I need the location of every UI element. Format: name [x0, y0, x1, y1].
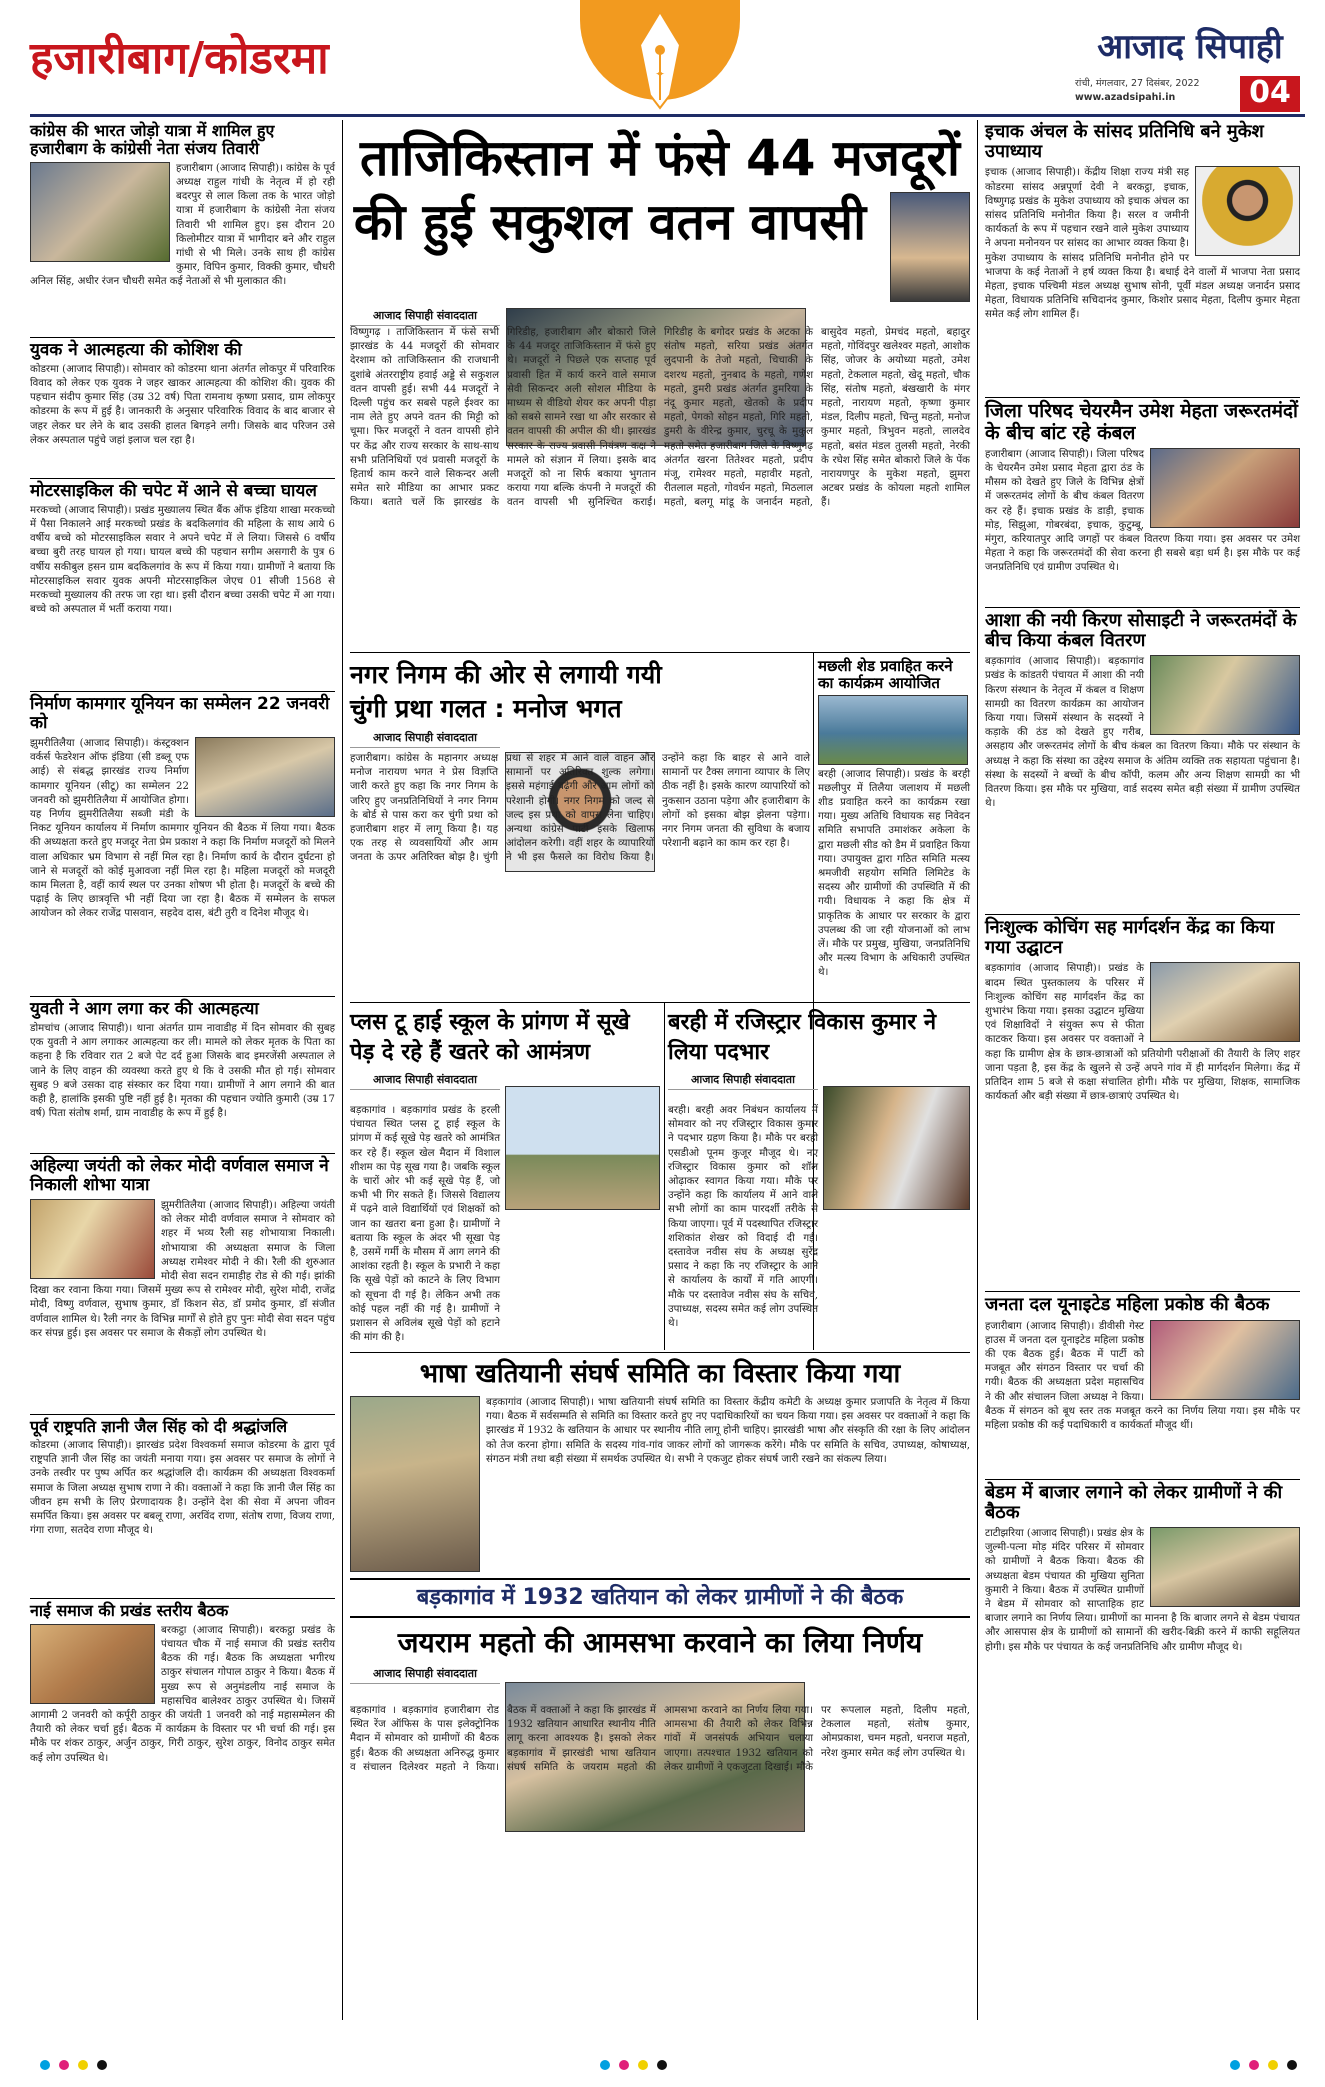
story-body: झुमरीतिलैया (आजाद सिपाही)। अहिल्या जयंती को लेकर मोदी वर्णवाल समाज ने सोमवार को शहर में भव्य रैली सह शोभायात्रा निकाली। शोभायात्रा की अध्यक्षता समाज के जिला अध्यक्ष रामेश्वर मोदी ने की। रैली की शुरुआत मोदी सेवा सदन रामाड़ीह रोड से की गई। झांकी दिखा कर रवाना किया गया। जिसमें मुख्य रूप से रामेश्वर मोदी, सुरेश मोदी, राजेंद्र मोदी, विष्णु वर्णवाल, सुभाष कुमार, डॉ किशन सेठ, डॉ प्रमोद कुमार, डॉ संजीत वर्णवाल शामिल थे। रैली नगर के विभिन्न मार्गों से होते हुए पुनः मोदी सेवा सदन पहुंच कर संपन्न हुई। इस अवसर पर समाज के सैकड़ों लोग उपस्थित थे। — [30, 1200, 335, 1339]
jairam-byline: आजाद सिपाही संवाददाता — [350, 1666, 500, 1684]
registration-dot — [638, 2060, 648, 2070]
meeting-strip — [350, 1578, 970, 1618]
story-body: हजारीबाग (आजाद सिपाही)। डीवीसी गेस्ट हाउस में जनता दल यूनाइटेड महिला प्रकोष्ठ की एक बैठक हुई। बैठक में पार्टी को मजबूत और संगठन विस्तार पर चर्चा की गयी। बैठक की अध्यक्षता प्रदेश महासचिव ने की और संचालन जिला अध्यक्ष ने किया। बैठक में संगठन को बूथ स्तर तक मजबूत करने का निर्णय लिया गया। इस मौके पर महिला प्रकोष्ठ की कई पदाधिकारी व कार्यकर्ता मौजूद थीं। — [985, 1320, 1300, 1432]
story-headline: आशा की नयी किरण सोसाइटी ने जरूरतमंदों के बीच किया कंबल वितरण — [985, 609, 1297, 651]
website: www.azadsipahi.in — [1075, 92, 1176, 103]
registration-dot — [97, 2060, 107, 2070]
registrar-photo — [823, 1086, 970, 1210]
story-body: कोडरमा (आजाद सिपाही)। झारखंड प्रदेश विश्वकर्मा समाज कोडरमा के द्वारा पूर्व राष्ट्रपति ज्ञानी जैल सिंह का जयंती मनाया गया। इस अवसर पर समाज के लोगों ने उनके तस्वीर पर पुष्प अर्पित कर श्रद्धांजलि दी। कार्यक्रम की अध्यक्षता विश्वकर्मा समाज के जिला अध्यक्ष सुभाष राणा ने की। वक्ताओं ने कहा कि ज्ञानी जैल सिंह का जीवन हम सभी के लिए प्रेरणादायक है। उन्होंने देश की सेवा में अपना जीवन समर्पित किया। इस अवसर पर बबलू राणा, अरविंद राणा, संतोष राणा, विजय राणा, गंगा राणा, सतदेव राणा मौजूद थे। — [30, 1439, 335, 1537]
right-column — [985, 122, 1300, 2022]
registration-dot — [1287, 2060, 1297, 2070]
coaching-center-photo — [1150, 962, 1300, 1042]
story-divider — [350, 652, 970, 653]
registration-dots-center — [600, 2060, 667, 2070]
section-title: हजारीबाग/कोडरमा — [30, 33, 329, 84]
story-headline: जयराम महतो की आमसभा करवाने का लिया निर्णय — [397, 1626, 923, 1659]
left-column — [30, 122, 335, 2022]
story-body: बड़कागांव । बड़कागांव प्रखंड के हरली पंचायत स्थित प्लस टू हाई स्कूल के प्रांगण में कई सूखे पेड़ खतरे को आमंत्रित कर रहे हैं। स्कूल खेल मैदान में विशाल शीशम का पेड़ सूख गया है। जबकि स्कूल के चारों ओर भी कई सूखे पेड़ हैं, जो कभी भी गिर सकते हैं। जिससे विद्यालय में पढ़ने वाले विद्यार्थियों एवं शिक्षकों को जान का खतरा बना हुआ है। ग्रामीणों ने बताया कि स्कूल के अंदर भी सूखा पेड़ है, उसमें गर्मी के मौसम में आग लगने की आशंका रहती है। स्कूल के प्रभारी ने कहा कि सूखे पेड़ों को काटने के लिए विभाग को सूचना दी गई है। लेकिन अभी तक कोई पहल नहीं की गई है। ग्रामीणों ने प्रशासन से अविलंब सूखे पेड़ों को हटाने की मांग की है। — [350, 1105, 500, 1344]
story-headline: प्लस टू हाई स्कूल के प्रांगण में सूखे पेड़ दे रहे हैं खतरे को आमंत्रण — [350, 1010, 630, 1065]
mukesh-upadhyay-photo — [1195, 166, 1300, 256]
rahul-gandhi-photo — [30, 162, 170, 262]
story-headline: बेडम में बाजार लगाने को लेकर ग्रामीणों ने की बैठक — [985, 1481, 1283, 1523]
barhi-registrar-story — [668, 1008, 970, 1348]
story-headline: भाषा खतियानी संघर्ष समिति का विस्तार किया गया — [419, 1359, 901, 1389]
column-rule — [664, 1002, 665, 1350]
story-body: मरकच्चो (आजाद सिपाही)। प्रखंड मुख्यालय स्थित बैंक ऑफ इंडिया शाखा मरकच्चो में पैसा निकालने आई मरकच्चो प्रखंड के बदकिलगांव की महिला के साथ आये 6 वर्षीय बच्चे को मोटरसाइकिल सवार ने अपने चपेट में ले लिया। जिससे 6 वर्षीय बच्चा बुरी तरह घायल हो गया। घायल बच्चे की पहचान सगीम असगारी के पुत्र 6 वर्षीय सकीबुल हसन ग्राम बदकिलगांव के रूप में किया गया। ग्रामीणों ने बताया कि मोटरसाइकिल सवार युवक अपनी मोटरसाइकिल जेएच 01 सीजी 1568 से मरकच्चो मुख्यालय की तरफ जा रहा था। इसी दौरान बच्चा उसकी चपेट में आ गया। बच्चे को अस्पताल में भर्ती कराया गया। — [30, 504, 335, 616]
dam-photo — [818, 695, 968, 765]
story-headline: जिला परिषद चेयरमैन उमेश मेहता जरूरतमंदों के बीच बांट रहे कंबल — [985, 400, 1298, 444]
story-body-cont — [505, 1214, 660, 1344]
story-body: बरही। बरही अवर निबंधन कार्यालय में सोमवार को नए रजिस्ट्रार विकास कुमार ने पदभार ग्रहण किया है। मौके पर बरही एसडीओ पूनम कुजूर मौजूद थे। नए रजिस्ट्रार विकास कुमार को शॉल ओढ़ाकर स्वागत किया गया। मौके पर उन्होंने कहा कि कार्यालय में आने वाले सभी लोगों का काम पारदर्शी तरीके से किया जाएगा। पूर्व में पदस्थापित रजिस्ट्रार शशिकांत शेखर को विदाई दी गई। दस्तावेज नवीस संघ के अध्यक्ष सुरेंद्र प्रसाद ने कहा कि नए रजिस्ट्रार के आने से कार्यालय के कार्यों में गति आएगी। मौके पर दस्तावेज नवीस संघ के सचिव, उपाध्यक्ष, सदस्य समेत कई लोग उपस्थित थे। — [668, 1105, 818, 1330]
registration-dot — [1268, 2060, 1278, 2070]
story-body: बड़कागांव । बड़कागांव हजारीबाग रोड स्थित रेंज ऑफिस के पास इलेक्ट्रोनिक मैदान में सोमवार को ग्रामीणों की बैठक हुई। बैठक की अध्यक्षता अनिरुद्ध कुमार व संचालन दिलेश्वर महतो ने किया। बैठक में वक्ताओं ने कहा कि झारखंड में 1932 खतियान आधारित स्थानीय नीति लागू करना आवश्यक है। इसको लेकर बड़कागांव में झारखंडी भाषा खतियान संघर्ष समिति के जयराम महतो की आमसभा करवाने का निर्णय लिया गया। आमसभा की तैयारी को लेकर विभिन्न गांवों में जनसंपर्क अभियान चलाया जाएगा। तत्पश्चात 1932 खतियान को लेकर ग्रामीणों ने एकजुटता दिखाई। मौके पर रूपलाल महतो, दिलीप महतो, टेकलाल महतो, संतोष कुमार, ओमप्रकाश, चमन महतो, धनराज महतो, नरेश कुमार समेत कई लोग उपस्थित थे। — [350, 1705, 970, 1773]
lead-headline-2: की हुई सकुशल वतन वापसी — [353, 193, 867, 251]
story-headline: जनता दल यूनाइटेड महिला प्रकोष्ठ की बैठक — [985, 1294, 1270, 1316]
story-divider — [985, 1479, 1300, 1480]
story-body: बरही (आजाद सिपाही)। प्रखंड के बरही मछलीपुर में तिलैया जलाशय में मछली शीड प्रवाहित करने का कार्यक्रम रखा गया। मुख्य अतिथि विधायक सह निवेदन समिति सभापति उमाशंकर अकेला के द्वारा मछली सीड को डैम में प्रवाहित किया गया। उपायुक्त द्वारा गठित समिति मत्स्य श्रमजीवी सहयोग समिति लिमिटेड के सदस्य और ग्रामीणों की उपस्थिति में की गयी। विधायक ने कहा कि क्षेत्र में प्राकृतिक के आधार पर सरकार के द्वारा उपलब्ध की जा रही योजनाओं को लाभ लें। मौके पर प्रमुख, मुखिया, जनप्रतिनिधि और मत्स्य विभाग के अधिकारी उपस्थित थे। — [818, 768, 970, 979]
committee-group-photo — [350, 1396, 480, 1572]
story-body: झुमरीतिलैया (आजाद सिपाही)। कंस्ट्रक्शन वर्कर्स फेडरेशन ऑफ इंडिया (सी डब्लू एफ आई) से संबद्ध झारखंड राज्य निर्माण कामगार यूनियन (सीटू) का सम्मेलन 22 जनवरी को झुमरीतिलैया में आयोजित होगा। यह निर्णय झुमरीतिलैया सब्जी मंडी के निकट यूनियन कार्यालय में निर्माण कामगार यूनियन की बैठक में लिया गया। बैठक की अध्यक्षता करते हुए मजदूर नेता प्रेम प्रकाश ने कहा कि निर्माण मजदूरों को मिलने वाला अधिकार भ्रम विभाग से नहीं मिल रहा है। निर्माण कार्य के दौरान दुर्घटना हो जाने से मजदूरों को कोई मुआवजा नहीं मिल रहा है। महिला मजदूरों को मजदूरी काम मिलता है, वहीं कार्य स्थल पर उनका शोषण भी होता है। मजदूरों के बच्चे की पढ़ाई के लिए छात्रवृत्ति भी नहीं दिया जा रहा है। बैठक में सम्मेलन के सफल आयोजन को लेकर राजेंद्र पासवान, सहदेव दास, बंटी तुरी व दिनेश मौजूद थे। — [30, 737, 335, 920]
society-blanket-photo — [1150, 655, 1300, 735]
story-body: बड़कागांव (आजाद सिपाही)। भाषा खतियानी संघर्ष समिति का विस्तार केंद्रीय कमेटी के अध्यक्ष कुमार प्रजापति के नेतृत्व में किया गया। बैठक में सर्वसम्मति से समिति का विस्तार करते हुए नए पदाधिकारियों का चयन किया गया। इस अवसर पर वक्ताओं ने कहा कि झारखंड में 1932 के खतियान के आधार पर स्थानीय नीति लागू होनी चाहिए। झारखंडी भाषा और संस्कृति की रक्षा के लिए आंदोलन को तेज करना होगा। समिति के सदस्य गांव-गांव जाकर लोगों को जागरूक करेंगे। मौके पर समिति के सचिव, उपाध्यक्ष, कोषाध्यक्ष, संगठन मंत्री तथा बड़ी संख्या में समर्थक उपस्थित थे। सभी ने एकजुट होकर संघर्ष जारी रखने का संकल्प लिया। — [486, 1397, 970, 1465]
story-divider — [350, 1352, 970, 1353]
story-divider — [30, 1598, 335, 1599]
fish-seed-story — [818, 658, 970, 998]
column-rule — [977, 120, 978, 2020]
story-divider — [30, 478, 335, 479]
page-number: 04 — [1240, 76, 1300, 112]
story-headline: नाई समाज की प्रखंड स्तरीय बैठक — [30, 1600, 229, 1620]
lead-story — [350, 128, 970, 648]
story-headline: पूर्व राष्ट्रपति ज्ञानी जैल सिंह को दी श्रद्धांजलि — [30, 1417, 288, 1437]
story-body: हजारीबाग (आजाद सिपाही)। कांग्रेस के पूर्व अध्यक्ष राहुल गांधी के नेतृत्व में हो रही बदरपुर से लाल किला तक के भारत जोड़ो यात्रा में हजारीबाग के कांग्रेसी नेता संजय तिवारी भी शामिल हुए। इस दौरान 20 किलोमीटर यात्रा में भागीदार बने और राहुल गांधी से भी मिले। उनके साथ ही कांग्रेस कुमार, विपिन कुमार, विक्की कुमार, चौधरी अनिल सिंह, अधीर रंजन चौधरी समेत कई नेताओं से भी मुलाकात की। — [30, 162, 335, 288]
story-body: टाटीझरिया (आजाद सिपाही)। प्रखंड क्षेत्र के जुल्मी-पत्ना मोड़ मंदिर परिसर में सोमवार को ग्रामीणों ने बैठक किया। बैठक की अध्यक्षता बेडम पंचायत की मुखिया सुनिता कुमारी ने किया। बैठक में उपस्थित ग्रामीणों ने बेडम में सोमवार को साप्ताहिक हाट बाजार लगाने का निर्णय लिया। ग्रामीणों का मानना है कि बाजार लगने से बेडम पंचायत और आसपास क्षेत्र के ग्रामीणों को सामानों की खरीद-बिक्री करने में काफी सहूलियत होगी। इस मौके पर पंचायत के कई जनप्रतिनिधि और ग्रामीण मौजूद थे। — [985, 1527, 1300, 1653]
registration-dot — [657, 2060, 667, 2070]
lead-headline-1: ताजिकिस्तान में फंसे 44 मजदूरों — [360, 129, 960, 187]
chungi-headline-1: नगर निगम की ओर से लगायी गयी — [350, 660, 662, 689]
chungi-byline: आजाद सिपाही संवाददाता — [350, 730, 500, 748]
story-body: बड़कागांव (आजाद सिपाही)। प्रखंड के बादम स्थित पुस्तकालय के परिसर में निःशुल्क कोचिंग सह मार्गदर्शन केंद्र का शुभारंभ किया गया। इसका उद्घाटन मुखिया एवं शिक्षाविदों ने संयुक्त रूप से फीता काटकर किया। इस अवसर पर वक्ताओं ने कहा कि ग्रामीण क्षेत्र के छात्र-छात्राओं को प्रतियोगी परीक्षाओं की तैयारी के लिए शहर जाना पड़ता है, इस केंद्र के खुलने से उन्हें अपने गांव में ही मार्गदर्शन मिलेगा। केंद्र में प्रतिदिन शाम 5 बजे से कक्षा संचालित होगी। मौके पर मुखिया, शिक्षक, सामाजिक कार्यकर्ता और बड़ी संख्या में छात्र-छात्राएं उपस्थित थे। — [985, 963, 1300, 1103]
story-body: हजारीबाग (आजाद सिपाही)। जिला परिषद के चेयरमैन उमेश प्रसाद मेहता द्वारा ठंड के मौसम को देखते हुए जिले के विभिन्न क्षेत्रों में जरूरतमंद लोगों के बीच कंबल वितरण कर रहे हैं। इचाक प्रखंड के डाड़ी, इचाक मोड़, सिझुआ, गोबरबंदा, इचाक, कुटुम्बू, मंगुरा, करियातपुर आदि जगहों पर कंबल वितरण किया गया। इस अवसर पर उमेश मेहता ने कहा कि जरूरतमंदों की सेवा करना ही सबसे बड़ा धर्म है। इस मौके पर कई जनप्रतिनिधि एवं ग्रामीण उपस्थित थे। — [985, 448, 1300, 574]
school-byline: आजाद सिपाही संवाददाता — [350, 1072, 500, 1090]
story-divider — [985, 397, 1300, 398]
registration-dot — [1249, 2060, 1259, 2070]
story-headline: निर्माण कामगार यूनियन का सम्मेलन 22 जनवरी को — [30, 693, 330, 733]
story-body: कोडरमा (आजाद सिपाही)। सोमवार को कोडरमा थाना अंतर्गत लोकपुर में परिवारिक विवाद को लेकर एक युवक ने जहर खाकर आत्महत्या की कोशिश की। युवक की पहचान संदीप कुमार सिंह (उम्र 32 वर्ष) पिता रामनाथ कृष्णा प्रसाद, ग्राम लोकपुर कोडरमा के रूप में हुई है। जानकारी के अनुसार परिवारिक विवाद के बाद बाजार से जहर लेकर घर लेने के बाद उसकी हालत बिगड़ने लगी। जिसके बाद परिजन उसे लेकर अस्पताल पहुंचे जहां इलाज चल रहा है। — [30, 363, 335, 446]
story-divider — [30, 691, 335, 692]
procession-photo — [30, 1199, 155, 1279]
story-divider — [30, 996, 335, 997]
registration-dots-left — [40, 2060, 107, 2070]
officials-photo — [890, 192, 970, 302]
barber-society-photo — [30, 1624, 155, 1704]
union-meeting-photo — [195, 737, 335, 817]
story-body: डोमचांच (आजाद सिपाही)। थाना अंतर्गत ग्राम नावाडीह में दिन सोमवार की सुबह एक युवती ने आग लगाकर आत्महत्या कर ली। मामले को लेकर मृतक के पिता का कहना है कि रविवार रात 2 बजे पेट दर्द हुआ जिसके बाद इमरजेंसी अस्पताल ले जाने के लिए वाहन की व्यवस्था करते हुए थे कि वे उसकी मौत हो गई। सोमवार सुबह 9 बजे उसका दाह संस्कार कर दिया गया। ग्रामीणों ने आग लगाने की बात कही है, हालांकि इसकी पुष्टि नहीं हुई है। मृतका की पहचान ज्योति कुमारी (उम्र 17 वर्ष) पिता संतोष शर्मा, ग्राम नावाडीह के रूप में हुई है। — [30, 1022, 335, 1120]
registration-dot — [600, 2060, 610, 2070]
paper-name: आजाद सिपाही — [1097, 27, 1283, 67]
pen-nib-logo — [580, 0, 740, 115]
registration-dot — [1230, 2060, 1240, 2070]
chungi-body: हजारीबाग। कांग्रेस के महानगर अध्यक्ष मनोज नारायण भगत ने प्रेस विज्ञप्ति जारी करते हुए कहा कि नगर निगम के जरिए हुए जनप्रतिनिधियों ने नगर निगम के बोर्ड से पास करा कर चुंगी प्रथा को हजारीबाग शहर में लागू किया है। यह एक तरह से व्यवसायियों और आम जनता के ऊपर अतिरिक्त बोझ है। चुंगी प्रथा से शहर में आने वाले वाहन और सामानों पर अतिरिक्त शुल्क लगेगा। इससे महंगाई बढ़ेगी और आम लोगों को परेशानी होगी। नगर निगम को जल्द से जल्द इस प्रथा को वापस लेना चाहिए। अन्यथा कांग्रेस पार्टी इसके खिलाफ आंदोलन करेगी। वहीं शहर के व्यापारियों ने भी इस फैसले का विरोध किया है। उन्होंने कहा कि बाहर से आने वाले सामानों पर टैक्स लगाना व्यापार के लिए ठीक नहीं है। इसके कारण व्यापारियों को नुकसान उठाना पड़ेगा और हजारीबाग के लोगों को इसका बोझ झेलना पड़ेगा। नगर निगम जनता की सुविधा के बजाय परेशानी बढ़ाने का काम कर रहा है। — [350, 753, 810, 864]
story-headline: युवक ने आत्महत्या की कोशिश की — [30, 339, 242, 360]
story-headline: बरही में रजिस्ट्रार विकास कुमार ने लिया पदभार — [668, 1010, 937, 1065]
dry-trees-photo — [505, 1086, 660, 1210]
market-meeting-photo — [1150, 1527, 1300, 1607]
barhi-byline: आजाद सिपाही संवाददाता — [668, 1072, 818, 1090]
story-divider — [985, 607, 1300, 608]
lead-byline: आजाद सिपाही संवाददाता — [350, 308, 500, 326]
jairam-story — [350, 1624, 970, 2020]
masthead-rule — [30, 114, 1305, 117]
registration-dots-right — [1230, 2060, 1297, 2070]
svg-text:✦: ✦ — [654, 67, 666, 81]
story-body: बरकट्ठा (आजाद सिपाही)। बरकट्ठा प्रखंड के पंचायत चौक में नाई समाज की प्रखंड स्तरीय बैठक की गई। बैठक कि अध्यक्षता भगीरथ ठाकुर संचालन गोपाल ठाकुर ने किया। बैठक में मुख्य रूप से अनुमंडलीय नाई समाज के महासचिव बालेश्वर ठाकुर उपस्थित थे। जिसमें आगामी 2 जनवरी को कर्पूरी ठाकुर की जयंती 1 जनवरी को नाई महासम्मेलन की तैयारी को लेकर चर्चा हुई। बैठक में कार्यक्रम के विस्तार पर भी चर्चा की गई। इस मौके पर शंकर ठाकुर, अर्जुन ठाकुर, गिरी ठाकुर, सुरेश ठाकुर, विनोद ठाकुर समेत कई लोग उपस्थित थे। — [30, 1624, 335, 1764]
story-headline: इचाक अंचल के सांसद प्रतिनिधि बने मुकेश उपाध्याय — [985, 121, 1264, 163]
column-rule — [342, 120, 343, 2020]
story-divider — [985, 1291, 1300, 1292]
registration-dot — [59, 2060, 69, 2070]
school-story — [350, 1008, 660, 1348]
bhasha-story — [350, 1356, 970, 1574]
story-headline: मोटरसाइकिल की चपेट में आने से बच्चा घायल — [30, 480, 317, 501]
story-headline: युवती ने आग लगा कर की आत्महत्या — [30, 998, 259, 1019]
story-divider — [30, 1153, 335, 1154]
strip-headline: बड़कागांव में 1932 खतियान को लेकर ग्रामीणों ने की बैठक — [416, 1585, 904, 1610]
story-headline: कांग्रेस की भारत जोड़ो यात्रा में शामिल हुए हजारीबाग के कांग्रेसी नेता संजय तिवारी — [30, 121, 275, 158]
story-headline: मछली शेड प्रवाहित करने का कार्यक्रम आयोजित — [818, 657, 953, 692]
masthead — [0, 0, 1325, 120]
blanket-distribution-photo — [1150, 448, 1300, 528]
story-body-cont — [823, 1214, 970, 1344]
story-divider — [350, 1002, 970, 1003]
chungi-headline-2: चुंगी प्रथा गलत : मनोज भगत — [350, 694, 622, 723]
chungi-story — [350, 658, 810, 998]
story-divider — [985, 914, 1300, 915]
story-divider — [30, 337, 335, 338]
story-headline: निःशुल्क कोचिंग सह मार्गदर्शन केंद्र का किया गया उद्घाटन — [985, 917, 1275, 959]
story-divider — [30, 1414, 335, 1415]
registration-dot — [619, 2060, 629, 2070]
registration-dot — [40, 2060, 50, 2070]
women-cell-photo — [1150, 1320, 1300, 1400]
lead-body: विष्णुगढ़ । ताजिकिस्तान में फंसे सभी झारखंड के 44 मजदूरों की सोमवार देरशाम को ताजिकिस्तान की राजधानी दुशांबे अंतरराष्ट्रीय हवाई अड्डे से सकुशल वतन वापसी हुई। सभी 44 मजदूरों ने दिल्ली पहुंच कर सबसे पहले ईश्वर का नाम लेते हुए अपने वतन की मिट्टी को चूमा। फिर मजदूरों ने वतन वापसी होने पर केंद्र और राज्य सरकार के साथ-साथ सभी प्रतिनिधियों एवं प्रवासी मजदूरों के हितार्थ काम करने वाले सिकन्दर अली समेत सारे मीडिया का आभार प्रकट किया। बताते चलें कि झारखंड के गिरिडीह, हजारीबाग और बोकारो जिले के 44 मजदूर ताजिकिस्तान में फंसे हुए थे। मजदूरों ने पिछले एक सप्ताह पूर्व प्रवासी हित में कार्य करने वाले समाज सेवी सिकन्दर अली सोशल मीडिया के माध्यम से वीडियो शेयर कर अपनी पीड़ा को सबसे सामने रखा था और सरकार से वतन वापसी की अपील की थी। झारखंड सरकार के राज्य प्रवासी नियंत्रण कक्ष ने मामले को संज्ञान में लिया। इसके बाद मजदूरों को ना सिर्फ बकाया भुगतान कराया गया बल्कि कंपनी ने मजदूरों की वतन वापसी भी सुनिश्चित कराई। गिरिडीह के बगोदर प्रखंड के अटका के संतोष महतो, सरिया प्रखंड अंतर्गत लुदपानी के तेजो महतो, चिचाकी के दशरथ महतो, नुनबाद के महतो, गणेश महतो, डुमरी प्रखंड अंतर्गत डुमरिया के नंदू कुमार महतो, खेतको के प्रदीप महतो, पेगको सोहन महतो, गिरि महतो, डुमरी के वीरेन्द्र कुमार, चुरचू के मुकुल महतो समेत हजारीबाग जिले के विष्णुगढ़ अंतर्गत खरना तितेश्वर महतो, प्रदीप मंजू, रामेश्वर महतो, महावीर महतो, रीतलाल महतो, गोवर्धन महतो, मिठलाल महतो, बलगू मांडू के जनार्दन महतो, बासुदेव महतो, प्रेमचंद महतो, बहादुर महतो, गोविंदपुर खलेश्वर महतो, आशोक सिंह, जोजर के अयोध्या महतो, उमेश महतो, टेकलाल महतो, खेदू महतो, चौक सिंह, संतोष महतो, बंखखारी के मंगर महतो, नारायण महतो, कृष्णा कुमार मंडल, दिलीप महतो, चिन्तु महतो, मनोज कुमार महतो, त्रिभुवन महतो, लालदेव महतो, बसंत मंडल तुलसी महतो, नेरकी के रघेश सिंह समेत बोकारो जिले के पेंक नारायणपुर के मुकेश महतो, झुमरा अटबर प्रखंड के कोयला महतो शामिल हैं। — [350, 327, 970, 509]
story-headline: अहिल्या जयंती को लेकर मोदी वर्णवाल समाज ने निकाली शोभा यात्रा — [30, 1155, 329, 1195]
story-body: इचाक (आजाद सिपाही)। केंद्रीय शिक्षा राज्य मंत्री सह कोडरमा सांसद अन्नपूर्णा देवी ने बरकट्ठा, इचाक, विष्णुगढ़ प्रखंड के मुकेश उपाध्याय को इचाक अंचल का सांसद प्रतिनिधि मनोनीत किया है। सरल व जमीनी कार्यकर्ता के रूप में पहचान रखने वाले मुकेश उपाध्याय ने अपना मनोनयन पर सांसद का आभार व्यक्त किया है। मुकेश उपाध्याय के सांसद प्रतिनिधि मनोनीत होने पर भाजपा के कई नेताओं ने हर्ष व्यक्त किया है। बधाई देने वालों में भाजपा नेता प्रसाद मेहता, इचाक पश्चिमी मंडल अध्यक्ष सुभाष सोनी, पूर्वी मंडल अध्यक्ष जनार्दन प्रसाद मेहता, विधायक प्रतिनिधि सचिदानंद कुमार, किशोर प्रसाद मेहता, दिलीप कुमार मेहता समेत कई लोग शामिल हैं। — [985, 167, 1300, 321]
dateline: रांची, मंगलवार, 27 दिसंबर, 2022 — [1075, 78, 1200, 89]
registration-dot — [78, 2060, 88, 2070]
story-body: बड़कागांव (आजाद सिपाही)। बड़कागांव प्रखंड के कांडतरी पंचायत में आशा की नयी किरण संस्थान के नेतृत्व में कंबल व शिक्षण सामग्री का वितरण कार्यक्रम का आयोजन किया गया। जिसमें संस्थान के सदस्यों ने कड़ाके की ठंड को देखते हुए गरीब, असहाय और जरूरतमंद लोगों के बीच कंबल का वितरण किया। मौके पर संस्थान के अध्यक्ष ने कहा कि संस्था का उद्देश्य समाज के अंतिम व्यक्ति तक सहायता पहुंचाना है। संस्था के सदस्यों ने बच्चों के बीच कॉपी, कलम और अन्य शिक्षण सामग्री का भी वितरण किया। इस मौके पर मुखिया, वार्ड सदस्य समेत बड़ी संख्या में ग्रामीण उपस्थित थे। — [985, 656, 1300, 810]
